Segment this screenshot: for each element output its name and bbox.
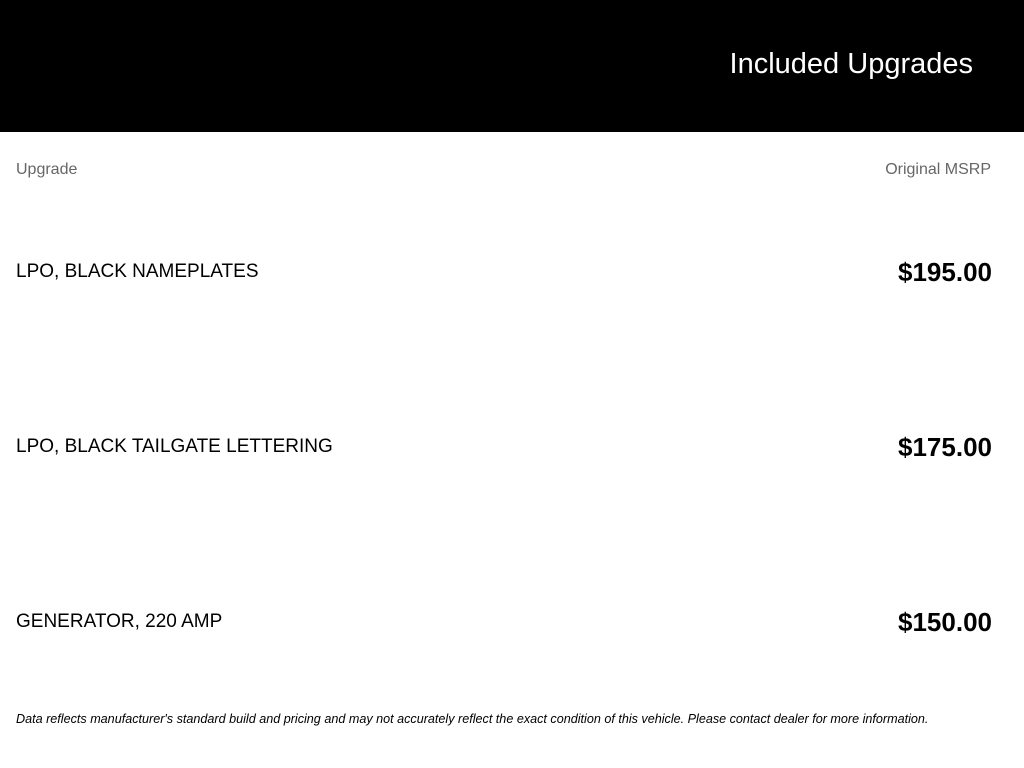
upgrade-price: $150.00 — [898, 607, 992, 637]
page-title: Included Upgrades — [729, 48, 973, 80]
upgrade-name: LPO, BLACK NAMEPLATES — [16, 261, 259, 282]
upgrade-price: $175.00 — [898, 432, 992, 462]
upgrade-name: GENERATOR, 220 AMP — [16, 611, 223, 632]
upgrade-name: LPO, BLACK TAILGATE LETTERING — [16, 436, 333, 457]
disclaimer-text: Data reflects manufacturer's standard build and pricing and may not accurately reflect the exact condition of this vehicle. Please contact dealer for more information. — [16, 712, 929, 726]
header-bar — [0, 0, 1024, 132]
upgrade-row — [0, 252, 1024, 292]
upgrade-column-header: Upgrade — [16, 161, 78, 178]
upgrade-row — [0, 602, 1024, 642]
upgrade-row — [0, 427, 1024, 467]
msrp-column-header: Original MSRP — [885, 161, 991, 178]
upgrade-price: $195.00 — [898, 257, 992, 287]
